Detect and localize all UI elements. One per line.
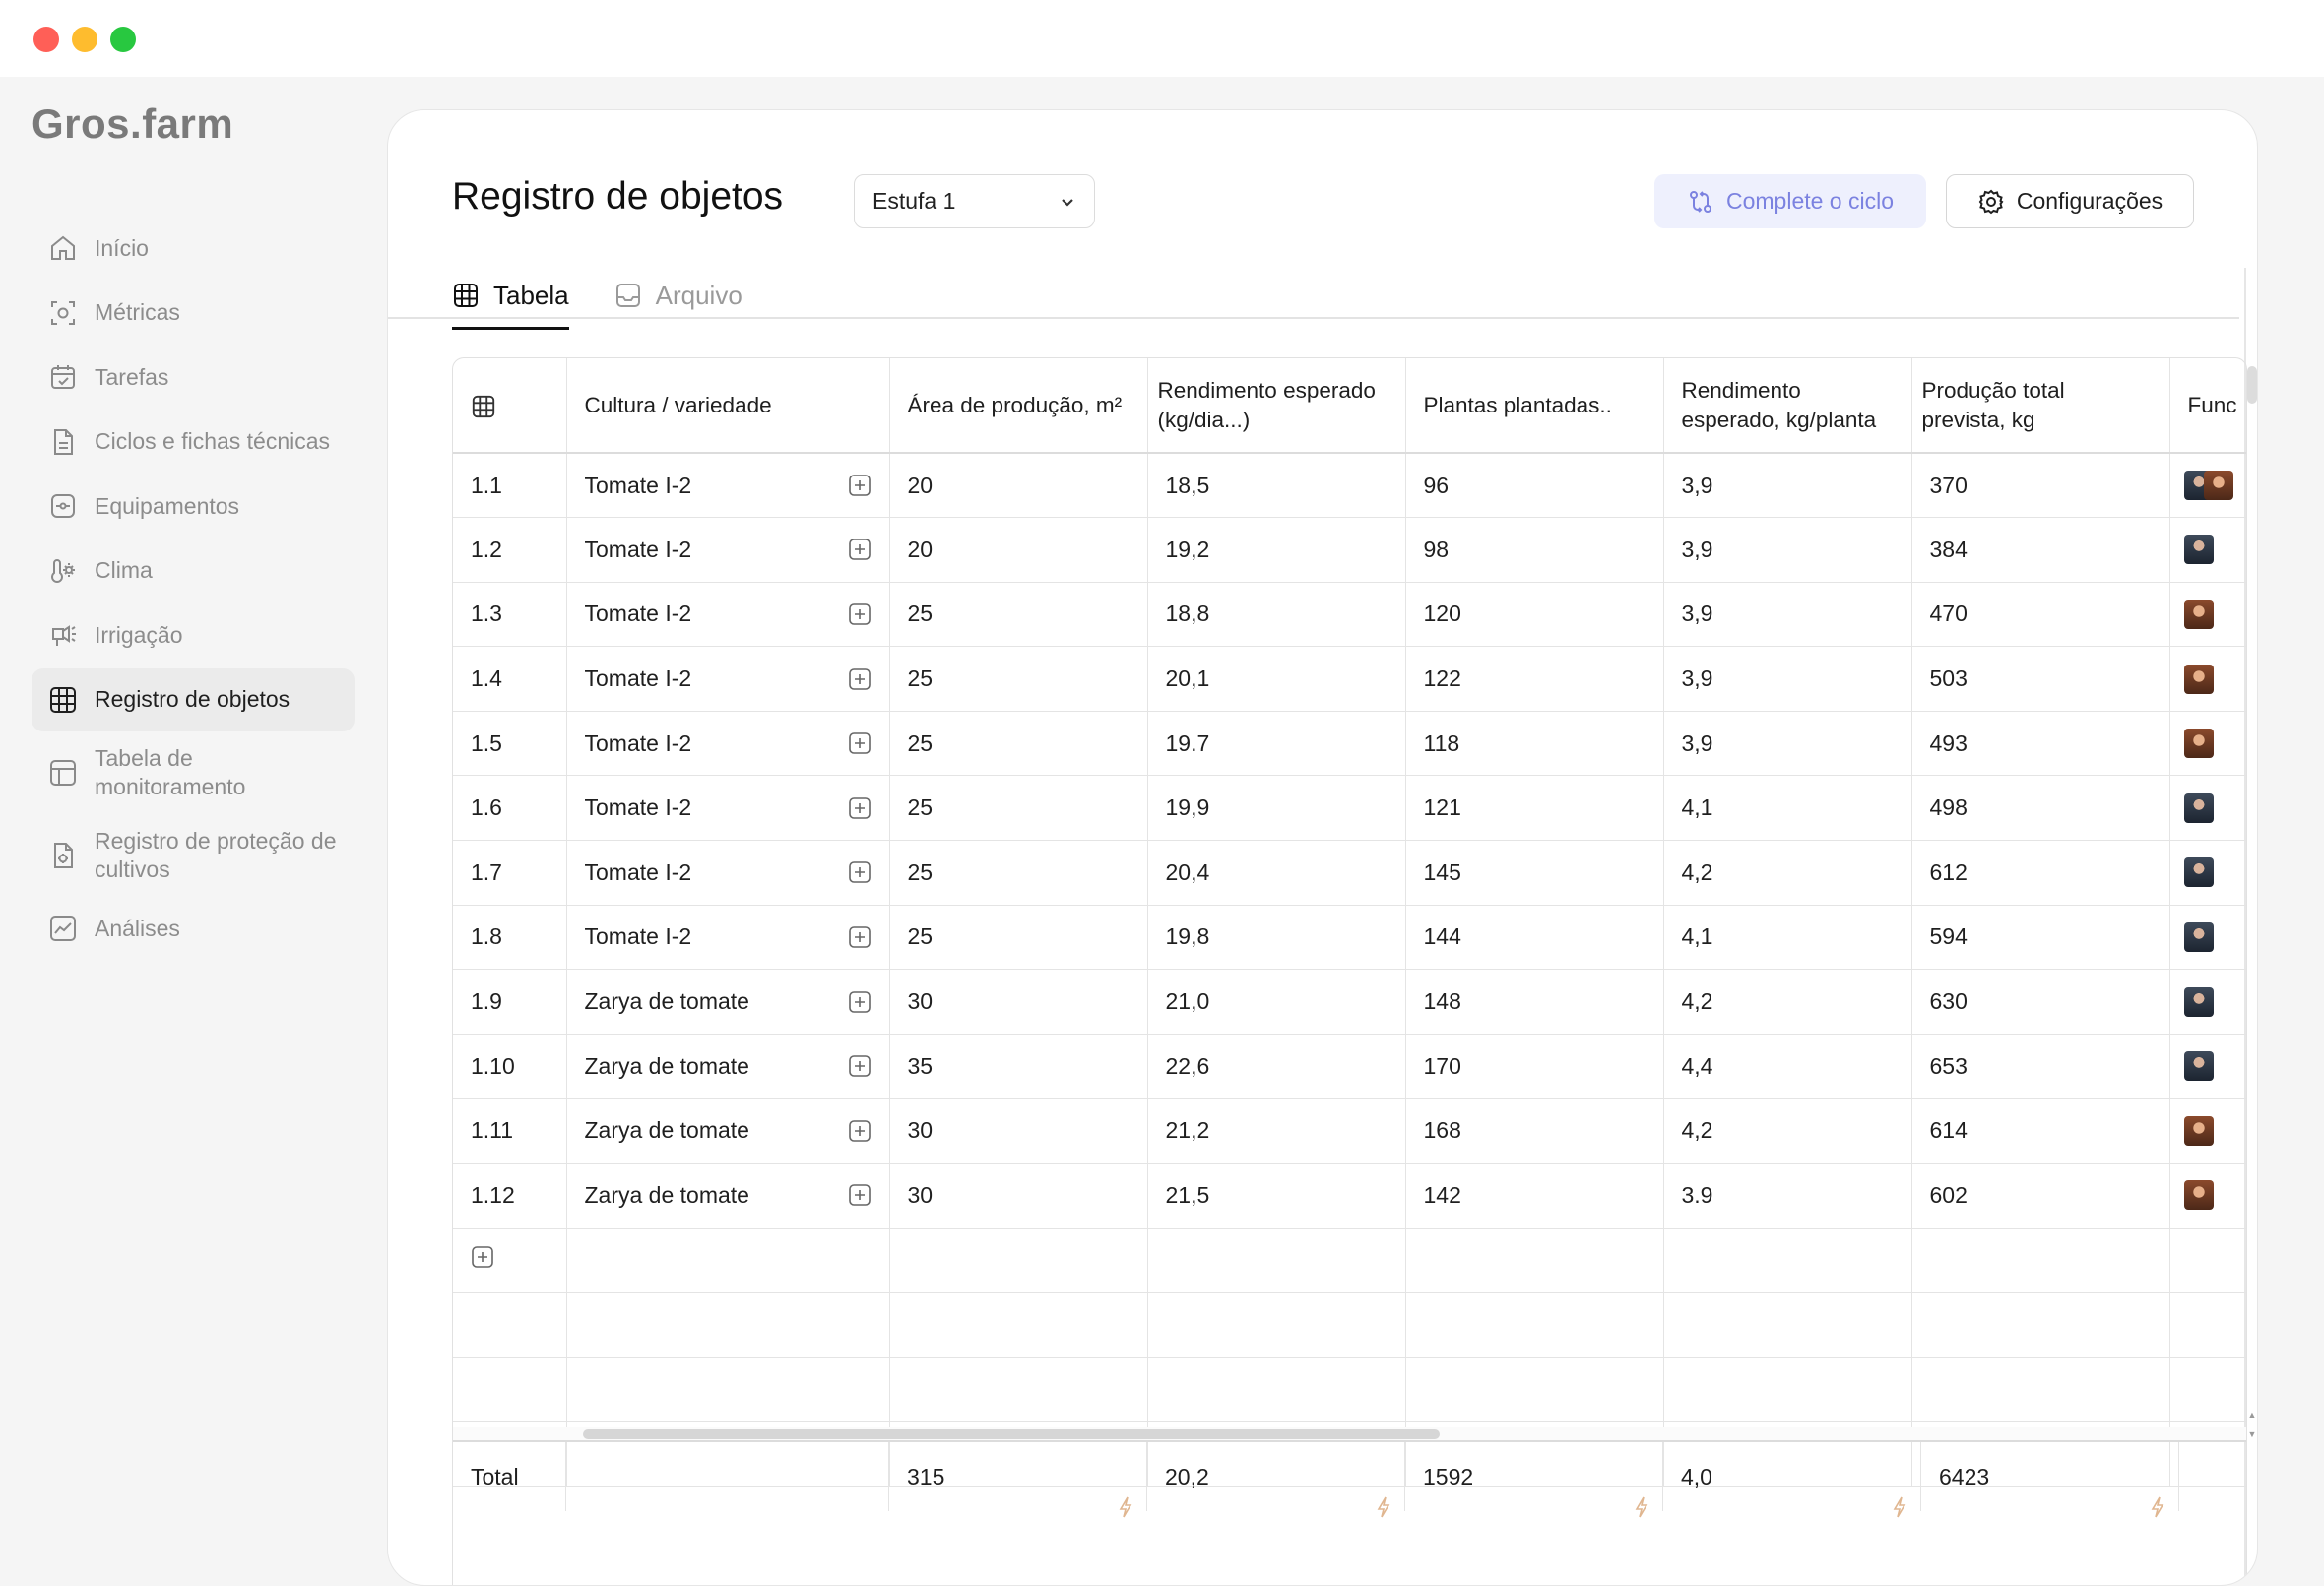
sidebar-item-ciclos[interactable]	[32, 411, 355, 474]
yield-plant-cell[interactable]: 3,9	[1663, 518, 1911, 583]
yield-day-cell[interactable]: 22,6	[1147, 1034, 1405, 1099]
empty-cell	[889, 1357, 1147, 1422]
row-id: 1.6	[453, 776, 566, 841]
sidebar-item-label: Registro de proteção de cultivos	[95, 827, 337, 882]
area-cell[interactable]: 25	[889, 776, 1147, 841]
minimize-window-button[interactable]	[72, 27, 97, 52]
area-cell[interactable]: 25	[889, 711, 1147, 776]
yield-plant-cell[interactable]: 3,9	[1663, 582, 1911, 647]
total-cell[interactable]: 370	[1911, 453, 2169, 518]
crop-name: Tomate I-2	[584, 666, 692, 692]
row-id: 1.8	[453, 905, 566, 970]
empty-cell	[453, 1293, 566, 1358]
plants-cell[interactable]: 145	[1405, 841, 1663, 906]
totals-yield-day-value: 20,2	[1165, 1463, 1209, 1490]
crop-name: Tomate I-2	[584, 472, 692, 498]
yield-plant-cell[interactable]: 3,9	[1663, 711, 1911, 776]
avatar[interactable]	[2184, 729, 2214, 758]
table-row[interactable]	[453, 518, 2247, 583]
yield-plant-cell[interactable]: 4,1	[1663, 776, 1911, 841]
avatar[interactable]	[2184, 535, 2214, 564]
home-icon	[47, 232, 79, 264]
yield-day-cell[interactable]: 20,1	[1147, 647, 1405, 712]
plants-cell[interactable]: 144	[1405, 905, 1663, 970]
lightning-icon	[1891, 1495, 1908, 1519]
yield-plant-cell[interactable]: 4,2	[1663, 970, 1911, 1035]
greenhouse-select-value: Estufa 1	[872, 188, 956, 214]
table-row[interactable]	[453, 1099, 2247, 1164]
func-cell[interactable]	[2169, 1099, 2247, 1164]
crop-cell[interactable]	[566, 970, 889, 1035]
empty-cell	[1911, 1293, 2169, 1358]
area-cell[interactable]: 30	[889, 1099, 1147, 1164]
total-cell[interactable]: 614	[1911, 1099, 2169, 1164]
totals-area	[889, 1442, 1147, 1511]
crop-cell[interactable]	[566, 647, 889, 712]
plants-cell[interactable]: 122	[1405, 647, 1663, 712]
crop-cell[interactable]	[566, 905, 889, 970]
yield-plant-cell[interactable]: 3,9	[1663, 647, 1911, 712]
avatar[interactable]	[2184, 987, 2214, 1017]
empty-cell	[889, 1228, 1147, 1293]
crop-cell[interactable]	[566, 1099, 889, 1164]
column-header-crop[interactable]: Cultura / variedade	[566, 358, 889, 453]
plants-cell[interactable]: 142	[1405, 1164, 1663, 1229]
empty-cell	[566, 1293, 889, 1358]
table-row[interactable]	[453, 711, 2247, 776]
totals-yield-day	[1147, 1442, 1405, 1511]
totals-plants	[1405, 1442, 1663, 1511]
avatar[interactable]	[2184, 1116, 2214, 1146]
plus-icon[interactable]	[848, 538, 872, 561]
row-id: 1.7	[453, 841, 566, 906]
plants-cell[interactable]: 96	[1405, 453, 1663, 518]
total-cell[interactable]: 653	[1911, 1034, 2169, 1099]
func-cell[interactable]	[2169, 905, 2247, 970]
crop-cell[interactable]	[566, 453, 889, 518]
plus-icon[interactable]	[848, 474, 872, 497]
plants-cell[interactable]: 98	[1405, 518, 1663, 583]
plants-cell[interactable]: 118	[1405, 711, 1663, 776]
thermometer-sun-icon	[47, 555, 79, 587]
yield-day-cell[interactable]: 19,8	[1147, 905, 1405, 970]
yield-day-cell[interactable]: 19,2	[1147, 518, 1405, 583]
column-header-yield-plant[interactable]: Rendimento esperado, kg/planta	[1663, 358, 1911, 453]
sidebar-item-label: Equipamentos	[95, 492, 240, 519]
plus-icon[interactable]	[848, 990, 872, 1014]
column-header-yield-day[interactable]: Rendimento esperado (kg/dia...)	[1147, 358, 1405, 453]
func-cell[interactable]	[2169, 453, 2247, 518]
totals-total	[1921, 1442, 2179, 1511]
gear-icon	[1977, 188, 2005, 216]
add-row	[453, 1228, 2247, 1293]
column-header-plants[interactable]: Plantas plantadas..	[1405, 358, 1663, 453]
row-id: 1.1	[453, 453, 566, 518]
table-header-row	[453, 358, 2247, 453]
total-cell[interactable]: 503	[1911, 647, 2169, 712]
totals-yield-plant	[1663, 1442, 1921, 1511]
row-id: 1.11	[453, 1099, 566, 1164]
plus-icon[interactable]	[848, 796, 872, 820]
irrigation-icon	[47, 619, 79, 651]
area-cell[interactable]: 25	[889, 647, 1147, 712]
yield-plant-cell[interactable]: 4,4	[1663, 1034, 1911, 1099]
cycle-icon	[1687, 188, 1714, 216]
area-cell[interactable]: 25	[889, 582, 1147, 647]
scroll-up-arrow[interactable]: ▲	[2247, 1410, 2257, 1420]
yield-plant-cell[interactable]: 4,2	[1663, 1099, 1911, 1164]
calendar-check-icon	[47, 361, 79, 393]
column-header-func[interactable]: Func	[2169, 358, 2247, 453]
sidebar-item-analises[interactable]	[32, 897, 355, 960]
sidebar-item-label: Tarefas	[95, 363, 169, 390]
plus-icon[interactable]	[848, 1183, 872, 1207]
lightning-icon	[1633, 1495, 1650, 1519]
func-cell[interactable]	[2169, 841, 2247, 906]
avatar[interactable]	[2184, 1051, 2214, 1081]
avatar[interactable]	[2184, 857, 2214, 887]
chevron-down-icon	[1059, 193, 1076, 211]
row-id: 1.3	[453, 582, 566, 647]
empty-row	[453, 1357, 2247, 1422]
tab-label: Arquivo	[655, 280, 742, 310]
table-row[interactable]	[453, 841, 2247, 906]
area-cell[interactable]: 20	[889, 518, 1147, 583]
grid-icon	[47, 684, 79, 716]
page-title: Registro de objetos	[452, 175, 784, 218]
yield-plant-cell[interactable]: 3.9	[1663, 1164, 1911, 1229]
avatar[interactable]	[2184, 665, 2214, 694]
empty-cell	[1405, 1293, 1663, 1358]
totals-total-value: 6423	[1939, 1463, 1990, 1490]
sidebar-item-irrigacao[interactable]	[32, 603, 355, 666]
plants-cell[interactable]: 120	[1405, 582, 1663, 647]
totals-plants-value: 1592	[1423, 1463, 1474, 1490]
sidebar-item-clima[interactable]	[32, 539, 355, 603]
sidebar-nav	[32, 217, 355, 962]
total-cell[interactable]: 602	[1911, 1164, 2169, 1229]
sidebar-item-equipamentos[interactable]	[32, 475, 355, 538]
yield-day-cell[interactable]: 19.7	[1147, 711, 1405, 776]
table-row[interactable]	[453, 1164, 2247, 1229]
tabs-divider	[388, 317, 2239, 319]
totals-empty-cell	[566, 1442, 889, 1511]
equipment-icon	[47, 490, 79, 522]
vertical-scrollbar-thumb[interactable]	[2247, 366, 2257, 404]
yield-plant-cell[interactable]: 4,1	[1663, 905, 1911, 970]
plants-cell[interactable]: 168	[1405, 1099, 1663, 1164]
crop-name: Tomate I-2	[584, 536, 692, 562]
plus-icon[interactable]	[848, 1119, 872, 1143]
lightning-icon	[1117, 1495, 1134, 1519]
area-cell[interactable]: 25	[889, 905, 1147, 970]
yield-day-cell[interactable]: 18,8	[1147, 582, 1405, 647]
column-header-area[interactable]: Área de produção, m²	[889, 358, 1147, 453]
tab-label: Tabela	[493, 280, 569, 310]
sidebar-item-label: Ciclos e fichas técnicas	[95, 428, 331, 454]
table-row[interactable]	[453, 776, 2247, 841]
empty-cell	[1663, 1357, 1911, 1422]
area-cell[interactable]: 25	[889, 841, 1147, 906]
avatar[interactable]	[2184, 793, 2214, 823]
grid-icon	[452, 282, 480, 309]
crop-cell[interactable]	[566, 1034, 889, 1099]
table-row[interactable]	[453, 647, 2247, 712]
plus-icon[interactable]	[848, 603, 872, 626]
totals-row	[453, 1440, 2247, 1586]
total-cell[interactable]: 498	[1911, 776, 2169, 841]
yield-day-cell[interactable]: 21,0	[1147, 970, 1405, 1035]
plants-cell[interactable]: 121	[1405, 776, 1663, 841]
row-id: 1.12	[453, 1164, 566, 1229]
crop-name: Tomate I-2	[584, 601, 692, 627]
row-id: 1.4	[453, 647, 566, 712]
crop-name: Zarya de tomate	[584, 988, 749, 1015]
main-panel	[387, 109, 2258, 1586]
crop-cell[interactable]	[566, 518, 889, 583]
sidebar-item-label: Análises	[95, 915, 180, 941]
func-cell[interactable]	[2169, 582, 2247, 647]
add-row-icon[interactable]	[471, 1245, 494, 1269]
sidebar-item-label: Irrigação	[95, 621, 183, 648]
plus-icon[interactable]	[848, 667, 872, 691]
empty-cell	[2169, 1228, 2247, 1293]
crop-cell[interactable]	[566, 582, 889, 647]
sidebar-item-label: Clima	[95, 557, 153, 583]
area-cell[interactable]: 35	[889, 1034, 1147, 1099]
empty-cell	[1147, 1357, 1405, 1422]
sidebar-item-label: Registro de objetos	[95, 686, 290, 712]
plants-cell[interactable]: 148	[1405, 970, 1663, 1035]
close-window-button[interactable]	[33, 27, 59, 52]
yield-plant-cell[interactable]: 3,9	[1663, 453, 1911, 518]
app-logo: Gros.farm	[32, 100, 234, 147]
plus-icon[interactable]	[848, 860, 872, 884]
crop-name: Tomate I-2	[584, 730, 692, 756]
func-cell[interactable]	[2169, 1164, 2247, 1229]
horizontal-scrollbar-thumb[interactable]	[583, 1429, 1440, 1439]
table-row[interactable]	[453, 582, 2247, 647]
column-header-total[interactable]: Produção total prevista, kg	[1911, 358, 2169, 453]
plus-icon[interactable]	[848, 925, 872, 949]
sidebar-item-metricas[interactable]	[32, 282, 355, 345]
area-cell[interactable]: 30	[889, 970, 1147, 1035]
row-id: 1.9	[453, 970, 566, 1035]
empty-cell	[566, 1228, 889, 1293]
metrics-icon	[47, 297, 79, 329]
plants-cell[interactable]: 170	[1405, 1034, 1663, 1099]
grid-icon	[471, 394, 496, 419]
yield-day-cell[interactable]: 19,9	[1147, 776, 1405, 841]
plus-icon[interactable]	[848, 731, 872, 755]
empty-cell	[1147, 1228, 1405, 1293]
add-row-cell[interactable]	[453, 1228, 566, 1293]
func-cell[interactable]	[2169, 776, 2247, 841]
total-cell[interactable]: 630	[1911, 970, 2169, 1035]
totals-label: Total	[453, 1442, 566, 1511]
empty-cell	[2169, 1293, 2247, 1358]
avatar[interactable]	[2184, 922, 2214, 952]
row-id: 1.2	[453, 518, 566, 583]
sidebar-item-tarefas[interactable]	[32, 346, 355, 409]
func-cell[interactable]	[2169, 647, 2247, 712]
empty-cell	[453, 1357, 566, 1422]
table-row[interactable]	[453, 970, 2247, 1035]
crop-name: Tomate I-2	[584, 923, 692, 950]
sidebar-item-label: Início	[95, 234, 149, 261]
crop-cell[interactable]	[566, 776, 889, 841]
objects-table	[452, 357, 2247, 1586]
document-icon	[47, 426, 79, 458]
total-cell[interactable]: 384	[1911, 518, 2169, 583]
empty-cell	[1911, 1228, 2169, 1293]
sidebar-item-label: Tabela de monitoramento	[95, 745, 246, 799]
empty-cell	[2169, 1357, 2247, 1422]
total-cell[interactable]: 612	[1911, 841, 2169, 906]
inbox-icon	[614, 282, 642, 309]
lightning-icon	[2149, 1495, 2166, 1519]
window-titlebar	[0, 0, 2324, 77]
empty-cell	[1911, 1357, 2169, 1422]
crop-name: Tomate I-2	[584, 794, 692, 821]
settings-label: Configurações	[2016, 188, 2163, 214]
crop-cell[interactable]	[566, 841, 889, 906]
yield-day-cell[interactable]: 20,4	[1147, 841, 1405, 906]
totals-yield-plant-value: 4,0	[1681, 1463, 1712, 1490]
chart-icon	[47, 913, 79, 944]
empty-cell	[1663, 1293, 1911, 1358]
empty-cell	[1663, 1228, 1911, 1293]
crop-name: Zarya de tomate	[584, 1052, 749, 1079]
empty-cell	[566, 1357, 889, 1422]
complete-cycle-button[interactable]	[1654, 174, 1926, 228]
plus-icon[interactable]	[848, 1054, 872, 1078]
func-cell[interactable]	[2169, 970, 2247, 1035]
yield-plant-cell[interactable]: 4,2	[1663, 841, 1911, 906]
func-cell[interactable]	[2169, 518, 2247, 583]
area-cell[interactable]: 30	[889, 1164, 1147, 1229]
shield-document-icon	[47, 840, 79, 871]
settings-button[interactable]	[1946, 174, 2194, 228]
sidebar-item-label: Métricas	[95, 299, 180, 325]
row-id: 1.5	[453, 711, 566, 776]
maximize-window-button[interactable]	[110, 27, 136, 52]
yield-day-cell[interactable]: 21,5	[1147, 1164, 1405, 1229]
empty-cell	[1405, 1357, 1663, 1422]
avatar[interactable]	[2204, 471, 2233, 500]
empty-cell	[1147, 1293, 1405, 1358]
scroll-down-arrow[interactable]: ▼	[2247, 1429, 2257, 1439]
func-cell[interactable]	[2169, 1034, 2247, 1099]
empty-row	[453, 1293, 2247, 1358]
totals-area-value: 315	[907, 1463, 945, 1490]
sidebar-item-tabela-monitoramento[interactable]	[32, 732, 355, 813]
table-row[interactable]	[453, 1034, 2247, 1099]
total-cell[interactable]: 493	[1911, 711, 2169, 776]
total-cell[interactable]: 594	[1911, 905, 2169, 970]
row-id: 1.10	[453, 1034, 566, 1099]
sidebar-item-inicio[interactable]	[32, 217, 355, 280]
empty-cell	[1405, 1228, 1663, 1293]
yield-day-cell[interactable]: 18,5	[1147, 453, 1405, 518]
table-row[interactable]	[453, 905, 2247, 970]
crop-cell[interactable]	[566, 711, 889, 776]
greenhouse-select[interactable]	[854, 174, 1095, 228]
crop-cell[interactable]	[566, 1164, 889, 1229]
table-row[interactable]	[453, 453, 2247, 518]
func-cell[interactable]	[2169, 711, 2247, 776]
table-icon	[47, 757, 79, 789]
select-all-cell[interactable]	[453, 358, 566, 453]
empty-cell	[889, 1293, 1147, 1358]
crop-name: Tomate I-2	[584, 858, 692, 885]
sidebar-item-registro-protecao[interactable]	[32, 815, 355, 896]
crop-name: Zarya de tomate	[584, 1117, 749, 1144]
lightning-icon	[1375, 1495, 1392, 1519]
area-cell[interactable]: 20	[889, 453, 1147, 518]
avatar[interactable]	[2184, 1180, 2214, 1210]
yield-day-cell[interactable]: 21,2	[1147, 1099, 1405, 1164]
complete-cycle-label: Complete o ciclo	[1725, 188, 1895, 214]
crop-name: Zarya de tomate	[584, 1181, 749, 1208]
avatar[interactable]	[2184, 600, 2214, 629]
sidebar-item-registro-objetos[interactable]	[32, 668, 355, 731]
total-cell[interactable]: 470	[1911, 582, 2169, 647]
